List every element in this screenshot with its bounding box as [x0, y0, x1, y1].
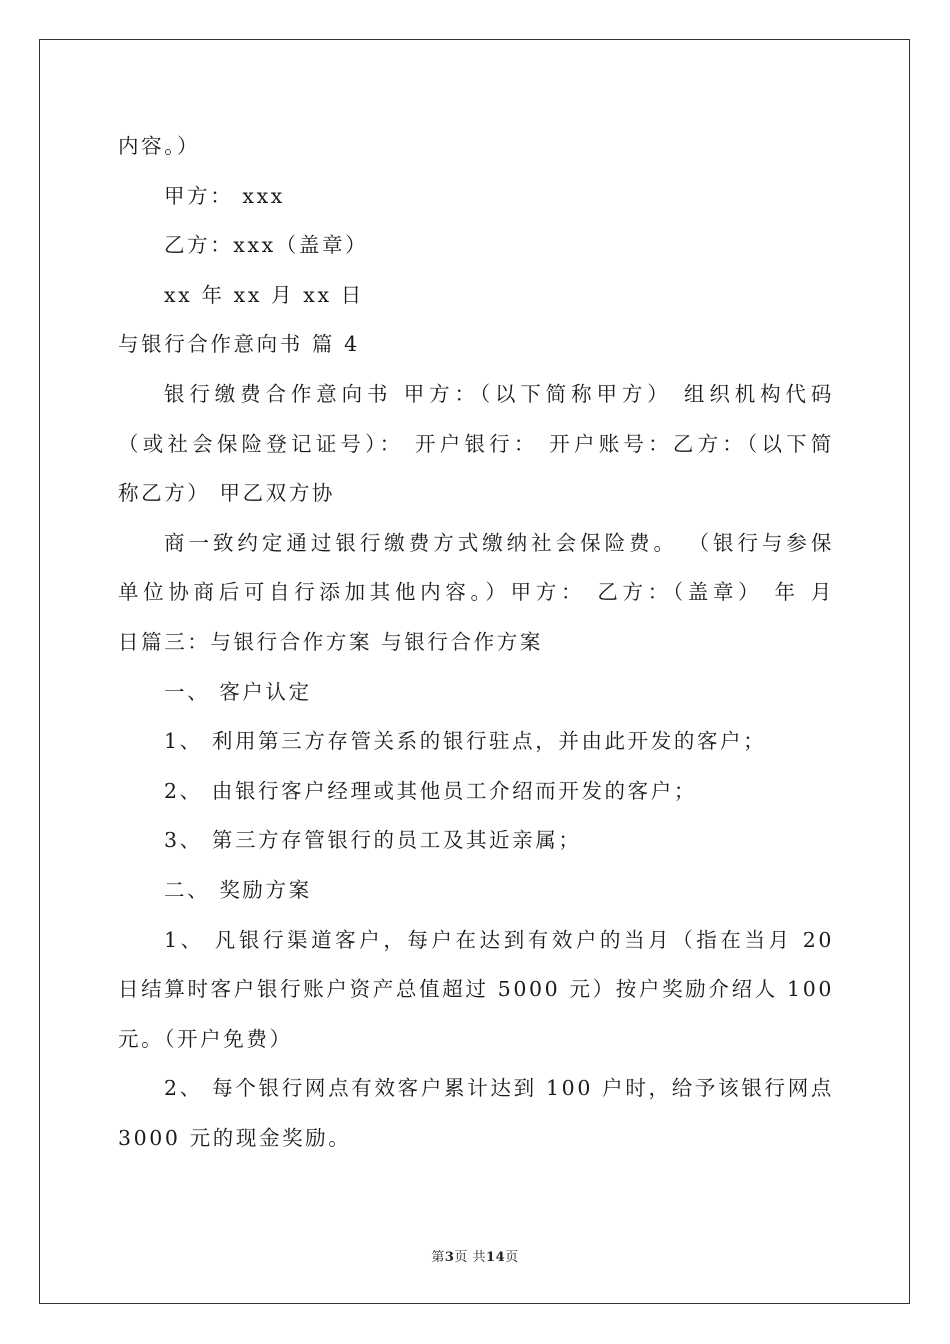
- current-page-number: 3: [444, 1250, 455, 1265]
- body-line: 日篇三：与银行合作方案 与银行合作方案: [118, 629, 543, 654]
- footer-suffix: 页: [505, 1250, 519, 1265]
- document-body: [118, 122, 834, 1163]
- total-page-count: 14: [486, 1250, 506, 1265]
- page-footer: [0, 1248, 950, 1268]
- list-item-continuation: 日结算时客户银行账户资产总值超过 5000 元）按户奖励介绍人 100: [118, 977, 834, 1002]
- body-line: 内容。）: [118, 134, 201, 158]
- body-line: 单位协商后可自行添加其他内容。）甲方： 乙方：（盖章） 年 月: [118, 580, 834, 605]
- date-line: xx 年 xx 月 xx 日: [164, 282, 364, 307]
- party-b-line: 乙方：xxx（盖章）: [164, 233, 369, 258]
- list-item: 1、 利用第三方存管关系的银行驻点，并由此开发的客户；: [164, 729, 767, 754]
- body-line: （或社会保险登记证号）： 开户银行： 开户账号：乙方：（以下简: [118, 431, 834, 456]
- footer-mid: 页 共: [454, 1250, 487, 1265]
- list-item: 3、 第三方存管银行的员工及其近亲属；: [164, 828, 582, 853]
- footer-prefix: 第: [431, 1250, 445, 1265]
- list-item-continuation: 3000 元的现金奖励。: [118, 1125, 352, 1150]
- list-item: 2、 由银行客户经理或其他员工介绍而开发的客户；: [164, 778, 697, 803]
- section-heading: 与银行合作意向书 篇 4: [118, 332, 360, 357]
- body-line: 银行缴费合作意向书 甲方：（以下简称甲方） 组织机构代码: [164, 381, 834, 406]
- list-heading: 二、 奖励方案: [164, 877, 312, 902]
- list-item: 1、 凡银行渠道客户，每户在达到有效户的当月（指在当月 20: [164, 927, 834, 952]
- list-heading: 一、 客户认定: [164, 679, 312, 704]
- list-item: 2、 每个银行网点有效客户累计达到 100 户时，给予该银行网点: [164, 1076, 834, 1101]
- body-line: 称乙方） 甲乙双方协: [118, 481, 336, 506]
- party-a-line: 甲方： xxx: [164, 183, 285, 208]
- body-line: 商一致约定通过银行缴费方式缴纳社会保险费。 （银行与参保: [164, 530, 834, 555]
- list-item-continuation: 元。（开户免费）: [118, 1026, 293, 1051]
